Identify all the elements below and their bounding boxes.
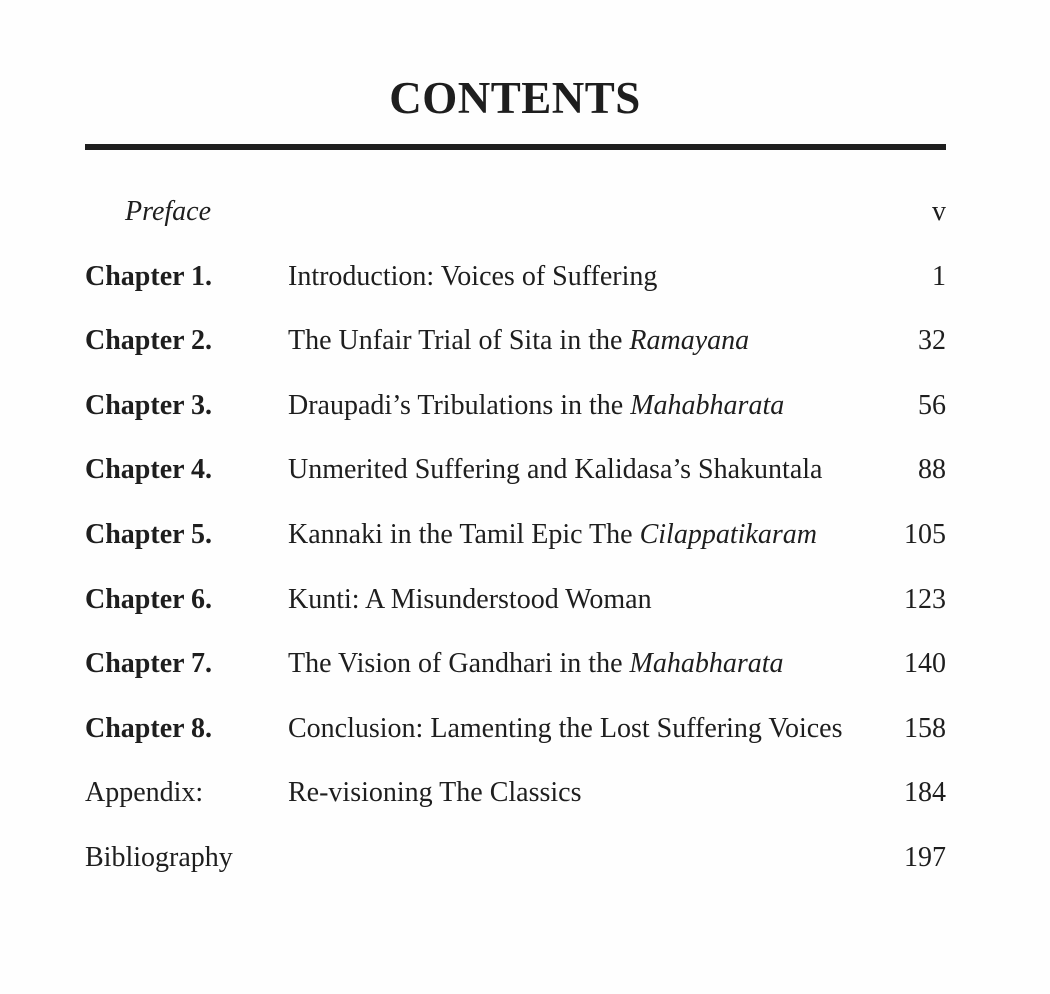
- chapter-title: Conclusion: Lamenting the Lost Suffering Voices: [288, 712, 843, 744]
- preface-label: Preface: [125, 196, 212, 227]
- preface-page-number: v: [932, 196, 946, 227]
- chapter-page-number: 140: [904, 648, 946, 680]
- appendix-page-number: 184: [904, 777, 946, 809]
- appendix-label: Appendix:: [85, 777, 204, 809]
- toc-entry-chapter-3[interactable]: [85, 374, 946, 439]
- chapter-label: Chapter 3.: [85, 389, 213, 421]
- chapter-label: Chapter 1.: [85, 260, 213, 292]
- chapter-page-number: 32: [918, 325, 946, 357]
- toc-entry-chapter-8[interactable]: [85, 697, 946, 762]
- toc-entry-chapter-7[interactable]: [85, 632, 946, 697]
- toc-entry-appendix[interactable]: [85, 761, 946, 826]
- appendix-title: Re-visioning The Classics: [288, 777, 582, 809]
- chapter-title: The Unfair Trial of Sita in the Ramayana: [288, 325, 750, 357]
- chapter-title: Unmerited Suffering and Kalidasa’s Shakuntala: [288, 454, 823, 486]
- toc-entry-chapter-6[interactable]: [85, 568, 946, 633]
- bibliography-label: Bibliography: [85, 841, 233, 873]
- chapter-title: The Vision of Gandhari in the Mahabharata: [288, 648, 784, 680]
- chapter-label: Chapter 5.: [85, 518, 213, 550]
- chapter-title: Introduction: Voices of Suffering: [288, 260, 658, 292]
- toc-entry-bibliography[interactable]: [85, 826, 946, 891]
- chapter-label: Chapter 8.: [85, 712, 213, 744]
- chapter-title: Draupadi’s Tribulations in the Mahabharata: [288, 389, 785, 421]
- contents-heading: CONTENTS: [389, 73, 641, 123]
- heading-rule: [85, 144, 946, 150]
- chapter-title: Kannaki in the Tamil Epic The Cilappatikaram: [288, 518, 817, 550]
- chapter-page-number: 1: [932, 260, 946, 292]
- toc-entry-chapter-5[interactable]: [85, 503, 946, 568]
- chapter-title: Kunti: A Misunderstood Woman: [288, 583, 652, 615]
- chapter-page-number: 123: [904, 583, 946, 615]
- toc-entry-chapter-4[interactable]: [85, 438, 946, 503]
- chapter-page-number: 56: [918, 389, 946, 421]
- chapter-label: Chapter 2.: [85, 325, 213, 357]
- chapter-page-number: 158: [904, 712, 946, 744]
- chapter-label: Chapter 6.: [85, 583, 213, 615]
- toc-list: [85, 180, 946, 891]
- chapter-label: Chapter 7.: [85, 648, 213, 680]
- chapter-page-number: 105: [904, 518, 946, 550]
- chapter-page-number: 88: [918, 454, 946, 486]
- toc-entry-chapter-1[interactable]: [85, 245, 946, 310]
- toc-entry-preface[interactable]: [85, 180, 946, 245]
- bibliography-page-number: 197: [904, 841, 946, 873]
- toc-entry-chapter-2[interactable]: [85, 309, 946, 374]
- chapter-label: Chapter 4.: [85, 454, 213, 486]
